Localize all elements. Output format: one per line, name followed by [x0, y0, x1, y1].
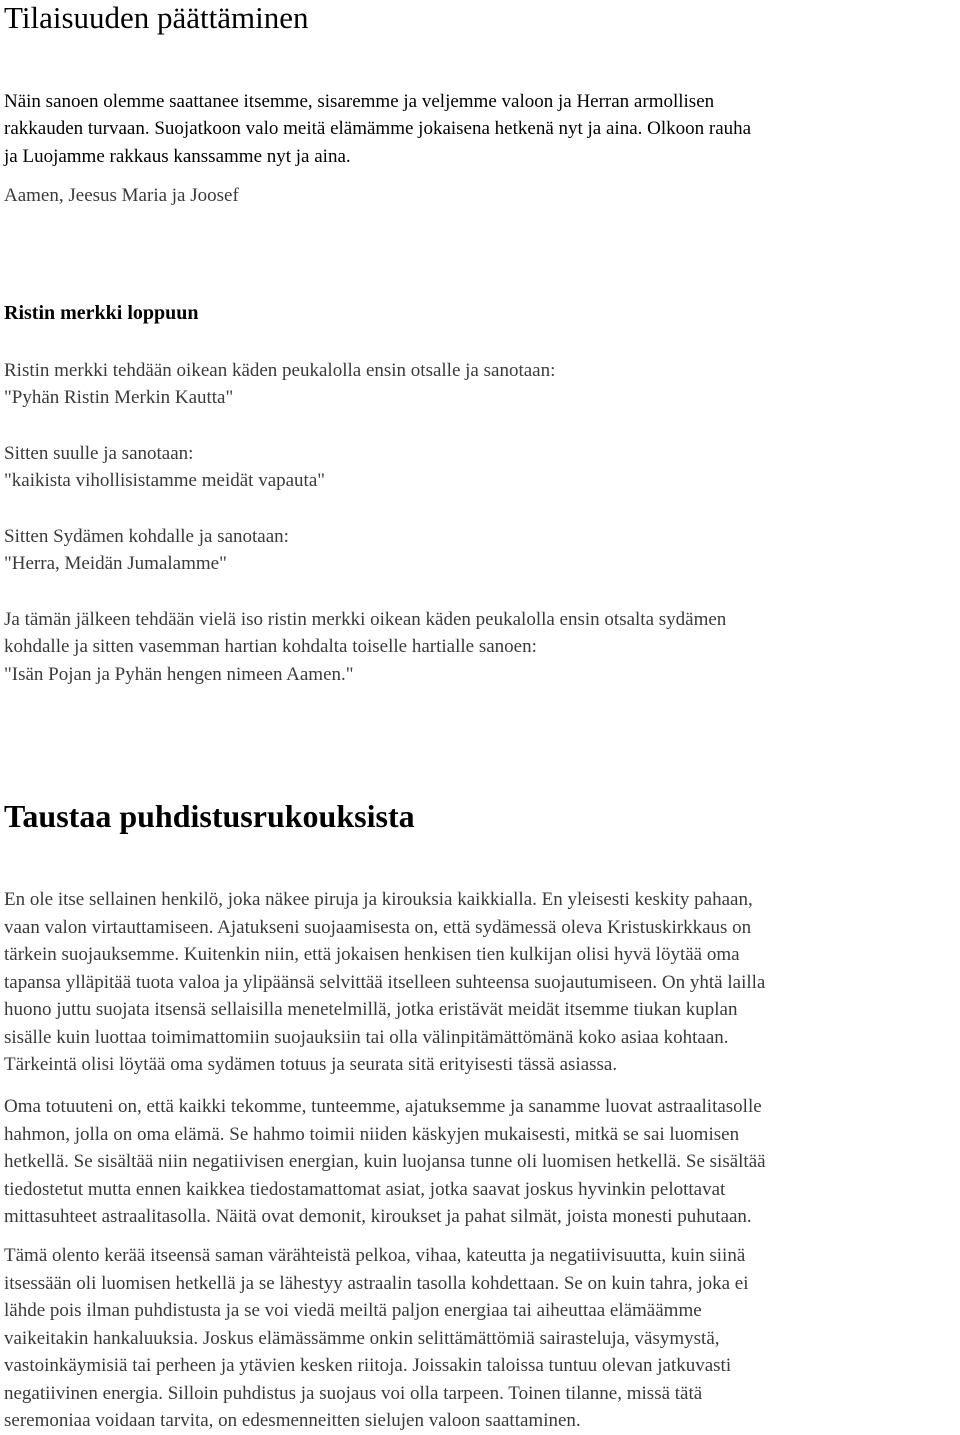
cross-step-text: kohdalle ja sitten vasemman hartian kohdalta toiselle hartialle sanoen:: [4, 636, 537, 658]
cross-step-text: Sitten Sydämen kohdalle ja sanotaan:: [4, 526, 289, 547]
body-paragraph-3: [4, 1242, 954, 1435]
intro-paragraph: [4, 88, 954, 170]
paragraph-line: tiedostetut mutta ennen kaikkea tiedostamattomat asiat, jotka saavat joskus hyvinkin pelottavat: [4, 1178, 726, 1200]
paragraph-line: vaikeitakin hankaluuksia. Joskus elämässämme onkin selittämättömiä sairasteluja, väsymystä,: [4, 1327, 720, 1349]
cross-step-1: [4, 357, 954, 412]
paragraph-line: tapansa ylläpitää tuota valoa ja ylipäänsä selvittää itselleen suhteensa suojautumiseen. On yhtä lailla: [4, 971, 766, 993]
intro-line: rakkauden turvaan. Suojatkoon valo meitä elämämme jokaisena hetkenä nyt ja aina. Olkoon rauha: [4, 118, 752, 140]
paragraph-line: sisälle kuin luottaa toimimattomiin suojauksiin tai olla välinpitämättömänä koko asiaa kohtaan.: [4, 1026, 729, 1048]
paragraph-line: negatiivinen energia. Silloin puhdistus ja suojaus voi olla tarpeen. Toinen tilanne, missä tätä: [4, 1382, 703, 1404]
paragraph-line: vaan valon virtauttamiseen. Ajatukseni suojaamisesta on, että sydämessä oleva Kristuskirkkaus on: [4, 916, 752, 938]
body-paragraph-2: [4, 1093, 954, 1231]
cross-step-3: [4, 523, 954, 578]
intro-line: Näin sanoen olemme saattanee itsemme, sisaremme ja veljemme valoon ja Herran armollisen: [4, 91, 715, 112]
cross-step-quote: "Herra, Meidän Jumalamme": [4, 553, 227, 575]
paragraph-line: tärkein suojauksemme. Kuitenkin niin, että jokaisen henkisen tien kulkijan olisi hyvä löytää oma: [4, 944, 740, 965]
subheading: Ristin merkki loppuun: [4, 302, 199, 324]
paragraph-line: huono juttu suojata itsensä sellaisilla menetelmillä, jotka eristävät meidät itsemme tiukan kuplan: [4, 999, 738, 1020]
cross-step-text: Ja tämän jälkeen tehdään vielä iso ristin merkki oikean käden peukalolla ensin otsalta sydämen: [4, 609, 727, 630]
paragraph-line: itsessään oli luomisen hetkellä ja se lähestyy astraalin tasolla kohdettaan. Se on kuin tahra, joka ei: [4, 1272, 749, 1294]
amen-line: Aamen, Jeesus Maria ja Joosef: [4, 185, 239, 206]
cross-step-quote: "kaikista vihollisistamme meidät vapauta": [4, 470, 326, 492]
paragraph-line: Tärkeintä olisi löytää oma sydämen totuus ja seurata sitä erityisesti tässä asiassa.: [4, 1054, 618, 1075]
section-title-2: Taustaa puhdistusrukouksista: [4, 798, 415, 834]
paragraph-line: hetkellä. Se sisältää niin negatiivisen energian, kuin luojansa tunne oli luomisen hetkellä. Se sisältää: [4, 1151, 766, 1172]
cross-step-quote: "Pyhän Ristin Merkin Kautta": [4, 387, 234, 409]
cross-step-4: [4, 606, 954, 688]
cross-step-2: [4, 440, 954, 495]
paragraph-line: lähde pois ilman puhdistusta ja se voi viedä meiltä paljon energiaa tai aiheuttaa elämäämme: [4, 1300, 702, 1321]
paragraph-line: En ole itse sellainen henkilö, joka näkee piruja ja kirouksia kaikkialla. En yleisesti keskity pahaan,: [4, 889, 753, 910]
section-title: Tilaisuuden päättäminen: [4, 0, 309, 35]
cross-step-quote: "Isän Pojan ja Pyhän hengen nimeen Aamen.": [4, 663, 354, 685]
paragraph-line: Tämä olento kerää itseensä saman värähteistä pelkoa, vihaa, kateutta ja negatiivisuutta, kuin siinä: [4, 1245, 746, 1266]
intro-line: ja Luojamme rakkaus kanssamme nyt ja aina.: [4, 145, 351, 167]
paragraph-line: hahmon, jolla on oma elämä. Se hahmo toimii niiden käskyjen mukaisesti, mitkä se sai luomisen: [4, 1123, 740, 1145]
paragraph-line: Oma totuuteni on, että kaikki tekomme, tunteemme, ajatuksemme ja sanamme luovat astraalitasolle: [4, 1096, 762, 1117]
paragraph-line: mittasuhteet astraalitasolla. Näitä ovat demonit, kiroukset ja pahat silmät, joista monesti puhutaan.: [4, 1206, 752, 1227]
paragraph-line: vastoinkäymisiä tai perheen ja ytävien kesken riitoja. Joissakin taloissa tuntuu olevan jatkuvasti: [4, 1355, 732, 1376]
cross-step-text: Sitten suulle ja sanotaan:: [4, 443, 194, 464]
body-paragraph-1: [4, 886, 954, 1079]
cross-step-text: Ristin merkki tehdään oikean käden peukalolla ensin otsalle ja sanotaan:: [4, 360, 556, 381]
paragraph-line: seremoniaa voidaan tarvita, on edesmenneitten sielujen valoon saattaminen.: [4, 1410, 581, 1431]
